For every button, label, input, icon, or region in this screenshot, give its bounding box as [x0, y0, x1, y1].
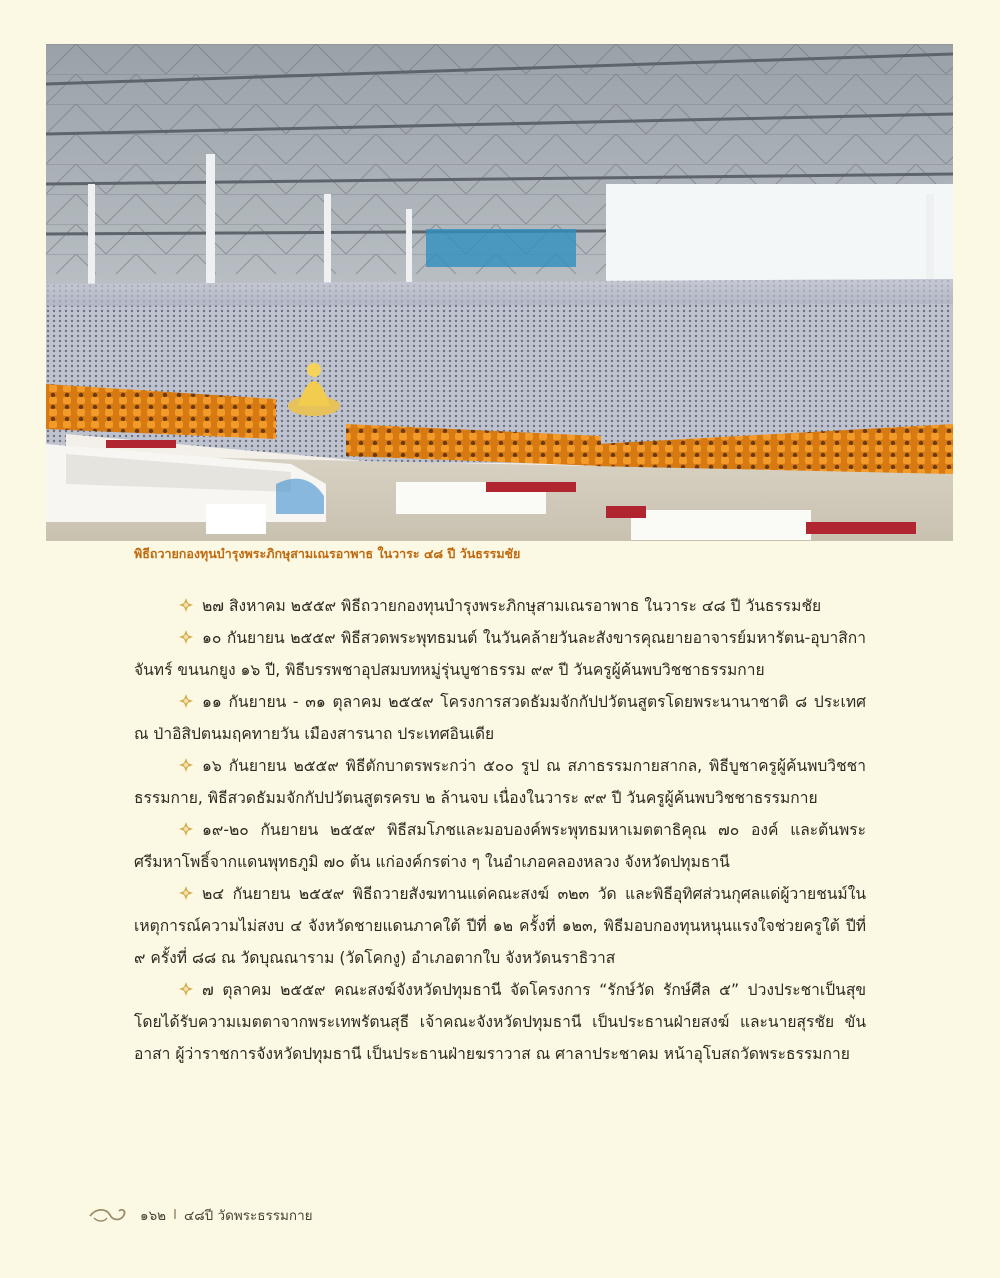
photo-caption: พิธีถวายกองทุนบำรุงพระภิกษุสามเณรอาพาธ ในวาระ ๔๘ ปี วันธรรมชัย	[134, 546, 521, 561]
lotus-bullet-icon	[178, 629, 194, 645]
list-item	[134, 878, 866, 974]
list-item	[134, 686, 866, 750]
event-text: ๒๗ สิงหาคม ๒๕๕๙ พิธีถวายกองทุนบำรุงพระภิกษุสามเณรอาพาธ ในวาระ ๔๘ ปี วันธรรมชัย	[202, 597, 822, 615]
lotus-bullet-icon	[178, 597, 194, 613]
event-text: ๒๔ กันยายน ๒๕๕๙ พิธีถวายสังฆทานแด่คณะสงฆ์ ๓๒๓ วัด และพิธีอุทิศส่วนกุศลแด่ผู้วายชนม์ในเหตุการณ์ความไม่สงบ ๔ จังหวัดชายแดนภาคใต้ ปีที่ ๑๒ ครั้งที่ ๑๒๓, พิธีมอบกองทุนหนุนแรงใจช่วยครูใต้ ปีที่ ๙ ครั้งที่ ๘๘ ณ วัดบุณณาราม (วัดโคกงู) อำเภอตากใบ จังหวัดนราธิวาส	[134, 885, 866, 967]
lotus-bullet-icon	[178, 981, 194, 997]
page-footer	[88, 1200, 313, 1230]
event-list	[134, 590, 866, 1070]
page-number: ๑๖๒	[140, 1208, 167, 1224]
list-item	[134, 590, 866, 622]
list-item	[134, 622, 866, 686]
list-item	[134, 750, 866, 814]
book-title: ๔๘ปี วัดพระธรรมกาย	[184, 1208, 313, 1224]
list-item	[134, 814, 866, 878]
event-text: ๑๑ กันยายน - ๓๑ ตุลาคม ๒๕๕๙ โครงการสวดธัมมจักกัปปวัตนสูตรโดยพระนานาชาติ ๘ ประเทศ ณ ป่าอิสิปตนมฤคทายวัน เมืองสารนาถ ประเทศอินเดีย	[134, 693, 866, 743]
lotus-bullet-icon	[178, 821, 194, 837]
lotus-bullet-icon	[178, 693, 194, 709]
ceremony-hall-photo	[46, 44, 953, 541]
footer-separator: I	[173, 1207, 178, 1223]
ceremony-photo	[46, 44, 953, 541]
event-text: ๗ ตุลาคม ๒๕๕๙ คณะสงฆ์จังหวัดปทุมธานี จัดโครงการ “รักษ์วัด รักษ์ศีล ๕” ปวงประชาเป็นสุข โดยได้รับความเมตตาจากพระเทพรัตนสุธี เจ้าคณะจังหวัดปทุมธานี เป็นประธานฝ่ายสงฆ์ และนายสุรชัย ขันอาสา ผู้ว่าราชการจังหวัดปทุมธานี เป็นประธานฝ่ายฆราวาส ณ ศาลาประชาคม หน้าอุโบสถวัดพระธรรมกาย	[134, 981, 866, 1063]
event-text: ๑๙-๒๐ กันยายน ๒๕๕๙ พิธีสมโภชและมอบองค์พระพุทธมหาเมตตาธิคุณ ๗๐ องค์ และต้นพระศรีมหาโพธิ์จากแดนพุทธภูมิ ๗๐ ต้น แก่องค์กรต่าง ๆ ในอำเภอคลองหลวง จังหวัดปทุมธานี	[134, 821, 866, 871]
event-text: ๑๐ กันยายน ๒๕๕๙ พิธีสวดพระพุทธมนต์ ในวันคล้ายวันละสังขารคุณยายอาจารย์มหารัตน-อุบาสิกาจันทร์ ขนนกยูง ๑๖ ปี, พิธีบรรพชาอุปสมบทหมู่รุ่นบูชาธรรม ๙๙ ปี วันครูผู้ค้นพบวิชชาธรรมกาย	[134, 629, 866, 679]
swirl-ornament-icon	[88, 1204, 132, 1226]
lotus-bullet-icon	[178, 885, 194, 901]
lotus-bullet-icon	[178, 757, 194, 773]
list-item	[134, 974, 866, 1070]
event-text: ๑๖ กันยายน ๒๕๕๙ พิธีตักบาตรพระกว่า ๕๐๐ รูป ณ สภาธรรมกายสากล, พิธีบูชาครูผู้ค้นพบวิชชาธรรมกาย, พิธีสวดธัมมจักกัปปวัตนสูตรครบ ๒ ล้านจบ เนื่องในวาระ ๙๙ ปี วันครูผู้ค้นพบวิชชาธรรมกาย	[134, 757, 866, 807]
